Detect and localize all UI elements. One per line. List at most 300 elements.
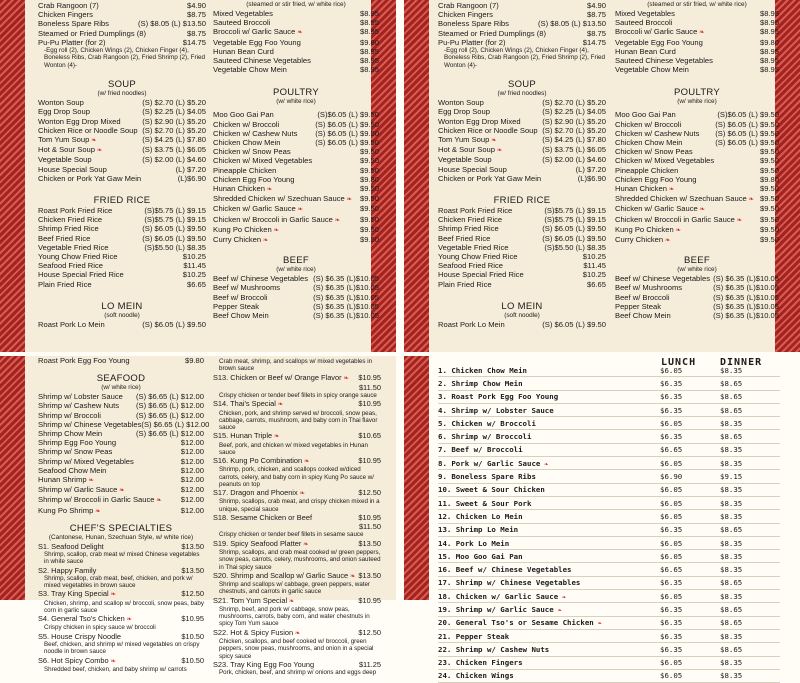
item-price: $9.80 xyxy=(184,356,204,365)
item-name xyxy=(38,10,93,19)
item-name-text: S16. Kung Po Combination xyxy=(213,456,303,466)
seafood-title: SEAFOOD xyxy=(96,373,146,385)
combo-name-text: 23. Chicken Fingers xyxy=(438,658,523,668)
menu-item xyxy=(38,261,206,270)
item-name xyxy=(438,107,490,116)
item-name xyxy=(438,126,538,135)
table-row xyxy=(438,430,780,443)
item-price: (S) $6.05 (L) $9.50 xyxy=(715,138,779,148)
item-price: $9.50 xyxy=(759,165,779,175)
specialties-list xyxy=(213,373,381,677)
item-name-text: Shredded Chicken w/ Szechuan Sauce xyxy=(615,194,747,204)
item-name-text: Boneless Spare Ribs xyxy=(438,19,509,29)
decorative-stripe-left xyxy=(404,0,429,352)
menu-item xyxy=(438,145,606,155)
item-price: (S) $2.70 (L) $5.20 xyxy=(542,125,606,135)
menu-item xyxy=(38,614,204,624)
dinner-price: $8.65 xyxy=(720,405,743,415)
menu-item xyxy=(615,311,779,320)
item-description: Shrimp and scallops w/ cabbage, green peppers, water chestnuts, and carrots in garlic sauce xyxy=(219,581,370,596)
item-name-text: Roast Pork Fried Rice xyxy=(38,206,113,216)
item-name-text: Young Chow Fried Rice xyxy=(38,252,118,262)
item-name-text: Beef Fried Rice xyxy=(38,233,91,243)
soup-title: SOUP xyxy=(107,79,137,91)
item-name xyxy=(38,117,121,126)
soup-list xyxy=(438,98,606,183)
item-name xyxy=(615,215,742,225)
menu-item xyxy=(38,356,204,365)
item-name-text: Chicken or Pork Yat Gaw Mein xyxy=(438,173,542,183)
menu-item xyxy=(213,18,379,27)
item-name-text: Chicken w/ Broccoli in Garlic Sauce xyxy=(213,214,333,224)
beef-list xyxy=(213,274,379,320)
dinner-price: $8.65 xyxy=(720,392,743,402)
chili-pepper-icon: ❧ xyxy=(154,497,162,505)
decorative-stripe-left xyxy=(0,0,25,352)
menu-item xyxy=(38,506,204,516)
item-name-text: Crab Rangoon (7) xyxy=(38,1,99,10)
menu-item xyxy=(213,120,379,129)
item-price: (S) $6.05 (L) $9.50 xyxy=(715,128,779,138)
item-name-text: Curry Chicken xyxy=(615,235,664,245)
item-name-text: Wonton Egg Drop Mixed xyxy=(38,116,121,126)
beef-subtitle: (w/ white rice) xyxy=(677,266,717,274)
menu-item xyxy=(615,110,779,119)
item-price: $8.95 xyxy=(759,56,779,66)
item-name xyxy=(438,29,546,38)
menu-item xyxy=(615,138,779,147)
chili-pepper-icon: ❧ xyxy=(332,216,341,224)
item-price: (S) $6.35 (L)$10.05 xyxy=(713,292,779,302)
item-name-text: Beef w/ Broccoli xyxy=(615,292,670,302)
item-name xyxy=(213,110,274,119)
item-name-text: House Special Fried Rice xyxy=(38,270,124,280)
menu-item xyxy=(213,215,379,225)
combo-name xyxy=(438,671,660,680)
item-price: $8.95 xyxy=(359,56,379,66)
item-name xyxy=(213,456,309,466)
item-price: (S) $6.65 (L) $12.00 xyxy=(136,401,204,411)
item-price: $8.75 xyxy=(586,10,606,20)
item-price: $9.80 xyxy=(359,174,379,184)
combo-name-text: 16. Beef w/ Chinese Vegetables xyxy=(438,565,572,575)
item-price: $12.00 xyxy=(180,505,204,515)
dinner-price: $8.35 xyxy=(720,365,743,375)
item-price: $10.65 xyxy=(358,431,381,441)
item-name xyxy=(213,47,274,56)
item-name xyxy=(615,274,710,283)
item-name xyxy=(213,166,276,175)
lunch-price: $6.90 xyxy=(660,472,683,482)
item-name-text: Shrimp w/ Mixed Vegetables xyxy=(38,456,134,466)
item-name-text: Wonton Soup xyxy=(38,98,84,108)
decorative-stripe-left xyxy=(404,356,429,600)
menu-item xyxy=(38,215,206,224)
menu-item xyxy=(38,155,206,164)
item-description: Beef, chicken, and shrimp w/ mixed vegetables on crispy noodle in brown sauce xyxy=(44,640,200,656)
item-name-text: Chicken Rice or Noodle Soup xyxy=(438,125,538,135)
item-price: $11.45 xyxy=(583,261,606,271)
chili-pepper-icon: ❧ xyxy=(558,592,566,601)
item-price: (S) $6.65 (L) $12.00 xyxy=(136,410,204,420)
item-name xyxy=(615,175,696,184)
item-price: $12.00 xyxy=(180,438,204,448)
fried-rice-title: FRIED RICE xyxy=(93,195,151,207)
item-price: (S) $6.35 (L)$10.05 xyxy=(313,274,379,284)
item-price: (S) $6.05 (L) $9.50 xyxy=(315,138,379,148)
item-name xyxy=(38,270,124,279)
item-name-text: Chicken w/ Garlic Sauce xyxy=(213,204,296,214)
item-name xyxy=(615,110,676,119)
menu-item xyxy=(438,234,606,243)
table-row xyxy=(438,444,780,457)
item-name-text: Shrimp w/ Cashew Nuts xyxy=(38,401,120,411)
item-price: (S) $6.05 (L) $9.50 xyxy=(542,233,606,243)
item-price: $9.50 xyxy=(759,184,779,194)
menu-item xyxy=(38,1,206,10)
dinner-price: $8.35 xyxy=(720,485,743,495)
item-name xyxy=(615,47,676,56)
chili-pepper-icon: ❧ xyxy=(673,226,681,234)
item-name-text: Pu-Pu Platter (for 2) xyxy=(438,37,506,47)
item-price: (S) $6.35 (L)$10.05 xyxy=(313,311,379,321)
item-name xyxy=(38,224,99,233)
item-name-text: S22. Hot & Spicy Fusion xyxy=(213,627,294,637)
menu-item xyxy=(615,204,779,214)
item-name xyxy=(213,129,297,138)
item-name xyxy=(213,283,280,292)
item-name xyxy=(38,243,109,252)
dinner-price: $8.65 xyxy=(720,618,743,628)
item-name xyxy=(438,280,492,289)
item-price: (S) $2.70 (L) $5.20 xyxy=(142,125,206,135)
item-name-text: S19. Spicy Seafood Platter xyxy=(213,538,302,548)
item-name-text: Chicken Fingers xyxy=(438,10,493,20)
menu-item xyxy=(38,126,206,135)
item-name xyxy=(213,539,309,549)
item-name xyxy=(38,98,84,107)
item-name xyxy=(615,9,675,18)
poultry-title: POULTRY xyxy=(673,87,721,99)
item-name xyxy=(438,135,497,145)
item-price: $9.50 xyxy=(359,214,379,224)
item-name-text: Chicken w/ Snow Peas xyxy=(615,147,693,157)
menu-item xyxy=(615,184,779,194)
item-name-text: Kung Po Chicken xyxy=(213,224,272,234)
dinner-price: $8.35 xyxy=(720,631,743,641)
item-price: (S) $2.00 (L) $4.60 xyxy=(142,155,206,165)
item-name-text: Moo Goo Gai Pan xyxy=(213,110,274,120)
fried-rice-list xyxy=(38,206,206,289)
lunch-price: $6.35 xyxy=(660,405,683,415)
combo-name xyxy=(438,539,660,548)
dinner-price: $8.65 xyxy=(720,525,743,535)
item-description: Shrimp, scallops, crab meat, and crispy chicken mixed in a unique, special sauce xyxy=(219,498,380,513)
menu-item xyxy=(213,311,379,320)
combo-name-text: 18. Chicken w/ Garlic Sauce xyxy=(438,591,559,601)
menu-item xyxy=(213,175,379,184)
item-name-text: S18. Sesame Chicken or Beef xyxy=(213,513,313,523)
combo-name xyxy=(438,552,660,561)
item-name xyxy=(615,225,681,235)
item-price: $11.50 xyxy=(358,522,381,532)
combo-name xyxy=(438,565,660,574)
fried-rice-title: FRIED RICE xyxy=(493,195,551,207)
menu-item xyxy=(438,270,606,279)
item-name-text: Wonton Egg Drop Mixed xyxy=(438,116,521,126)
table-row xyxy=(438,657,780,670)
item-price: $14.75 xyxy=(582,37,606,47)
item-name xyxy=(438,98,484,107)
table-row xyxy=(438,563,780,576)
item-price: $12.50 xyxy=(358,488,381,498)
menu-item xyxy=(213,660,381,669)
item-name-text: Young Chow Fried Rice xyxy=(438,252,518,262)
table-row xyxy=(438,470,780,483)
item-price: $12.00 xyxy=(180,447,204,457)
item-name xyxy=(38,206,112,215)
menu-panel-top-right xyxy=(404,0,800,352)
menu-item xyxy=(213,488,381,498)
item-name: Roast Pork Lo Mein xyxy=(438,319,505,329)
item-name-text: Broccoli w/ Garlic Sauce xyxy=(213,27,296,37)
item-price: (S)$5.75 (L) $9.15 xyxy=(544,215,606,225)
table-row xyxy=(438,550,780,563)
item-name xyxy=(438,270,524,279)
dinner-price: $8.35 xyxy=(720,498,743,508)
item-name xyxy=(213,27,303,37)
item-name xyxy=(615,56,713,65)
chefs-specialties-list xyxy=(38,542,204,673)
table-row xyxy=(438,417,780,430)
item-price: $6.65 xyxy=(586,279,606,289)
item-price: (S) $6.35 (L)$10.05 xyxy=(713,274,779,284)
item-price: $13.50 xyxy=(358,570,381,580)
lunch-column-header: LUNCH xyxy=(661,357,697,368)
item-name-text: Beef Fried Rice xyxy=(438,233,491,243)
item-name-text: Chicken Fingers xyxy=(38,10,93,20)
item-name-text: Vegetable Egg Foo Young xyxy=(615,37,703,47)
item-description: Chicken, shrimp, and scallop w/ broccoli, snow peas, baby corn in garlic sauce xyxy=(44,599,204,614)
item-price: $8.95 xyxy=(759,27,779,37)
combo-name xyxy=(438,512,660,521)
item-name-text: S2. Happy Family xyxy=(38,565,97,575)
lunch-price: $6.05 xyxy=(660,538,683,548)
item-name xyxy=(438,19,509,28)
item-name xyxy=(615,27,705,37)
item-name-text: Sauteed Chinese Vegetables xyxy=(615,56,713,66)
menu-item xyxy=(615,283,779,292)
menu-item xyxy=(438,206,606,215)
item-name xyxy=(213,156,312,165)
item-price: $10.95 xyxy=(358,372,381,382)
menu-item xyxy=(38,542,204,551)
item-name xyxy=(38,29,146,38)
item-price: $10.25 xyxy=(582,270,606,280)
table-row xyxy=(438,537,780,550)
menu-column-right xyxy=(615,1,779,320)
menu-item xyxy=(213,513,381,522)
combo-name-text: 1. Chicken Chow Mein xyxy=(438,365,527,375)
chili-pepper-icon: ❧ xyxy=(124,616,132,624)
item-name-text: Chicken w/ Garlic Sauce xyxy=(615,204,698,214)
item-name-text: Beef w/ Mushrooms xyxy=(615,283,683,293)
menu-item xyxy=(615,47,779,56)
lunch-price: $6.05 xyxy=(660,658,683,668)
menu-item xyxy=(213,283,379,292)
item-price: $4.90 xyxy=(586,1,606,10)
combo-name-text: 5. Chicken w/ Broccoli xyxy=(438,418,536,428)
item-name xyxy=(38,495,162,505)
chili-pepper-icon: ❧ xyxy=(261,237,269,245)
item-price: (S) $2.70 (L) $5.20 xyxy=(142,98,206,108)
menu-item xyxy=(615,129,779,138)
chili-pepper-icon: ❧ xyxy=(697,29,705,37)
item-name xyxy=(438,174,541,183)
item-name xyxy=(38,392,123,401)
item-price: (S) $6.05 (L) $9.50 xyxy=(142,319,206,329)
item-price: (S) $2.90 (L) $5.20 xyxy=(142,116,206,126)
menu-item xyxy=(38,98,206,107)
item-name-text: Shrimp w/ Lobster Sauce xyxy=(38,392,123,402)
combo-name-text: 24. Chicken Wings xyxy=(438,671,514,681)
item-price: $12.00 xyxy=(180,485,204,495)
item-name-text: Vegetable Soup xyxy=(38,155,92,165)
menu-item xyxy=(615,302,779,311)
item-name xyxy=(38,411,101,420)
table-row xyxy=(438,590,780,603)
chili-pepper-icon: ❧ xyxy=(89,137,97,145)
item-name-text: Steamed or Fried Dumplings (8) xyxy=(438,28,547,38)
item-name xyxy=(438,261,503,270)
menu-item xyxy=(615,65,779,74)
chili-pepper-icon: ❧ xyxy=(287,597,295,605)
combo-name xyxy=(438,445,660,454)
menu-item xyxy=(615,56,779,65)
combo-name xyxy=(438,485,660,494)
combo-name xyxy=(438,618,660,627)
item-price: (L) $7.20 xyxy=(175,164,206,174)
item-name xyxy=(213,571,355,581)
item-price: $13.50 xyxy=(181,565,204,575)
item-price: $9.50 xyxy=(359,194,379,204)
soup-subtitle: (w/ fried noodles) xyxy=(97,90,147,98)
menu-item xyxy=(615,235,779,245)
menu-item xyxy=(438,320,606,329)
chili-pepper-icon: ❧ xyxy=(275,401,284,409)
dinner-price: $8.65 xyxy=(720,644,743,654)
menu-item xyxy=(438,19,606,28)
dinner-price: $8.65 xyxy=(720,378,743,388)
item-name xyxy=(213,194,352,204)
item-price: $10.95 xyxy=(358,513,381,523)
item-price: (S) $6.05 (L) $9.50 xyxy=(142,233,206,243)
menu-item xyxy=(615,274,779,283)
menu-item xyxy=(438,165,606,174)
item-name xyxy=(438,38,506,47)
item-price: $12.50 xyxy=(358,627,381,637)
chili-pepper-icon: ❧ xyxy=(295,29,303,37)
item-name-text: Beef Chow Mein xyxy=(615,311,671,321)
item-name-text: Sauteed Chinese Vegetables xyxy=(213,56,311,66)
combo-name-text: 11. Sweet & Sour Pork xyxy=(438,498,532,508)
item-name xyxy=(615,120,681,129)
menu-item xyxy=(38,438,204,447)
menu-item xyxy=(438,98,606,107)
beef-list xyxy=(615,274,779,320)
item-name-text: Beef w/ Chinese Vegetables xyxy=(615,274,710,284)
lunch-price: $6.05 xyxy=(660,551,683,561)
pupu-note: -Egg roll (2), Chicken Wings (2), Chicken Finger (4), Boneless Ribs, Crab Rangoon (2), Fried Shrimp (2), Fried Wonton (4)- xyxy=(444,47,605,69)
item-price: $8.95 xyxy=(359,65,379,75)
item-price: $12.00 xyxy=(180,456,204,466)
chili-pepper-icon: ❧ xyxy=(495,147,503,155)
item-name xyxy=(38,447,112,456)
table-row xyxy=(438,670,780,683)
item-price: $9.50 xyxy=(759,194,779,204)
item-name xyxy=(213,65,287,74)
item-name-text: Chicken w/ Mixed Vegetables xyxy=(213,156,313,166)
lunch-price: $6.35 xyxy=(660,432,683,442)
decorative-stripe-left xyxy=(0,356,25,600)
menu-item xyxy=(213,184,379,194)
item-price: $9.50 xyxy=(359,156,379,166)
item-name-text: Roast Pork Fried Rice xyxy=(438,206,513,216)
table-row xyxy=(438,630,780,643)
chili-pepper-icon: ❧ xyxy=(95,147,103,155)
combo-name xyxy=(438,605,660,614)
item-price: $4.90 xyxy=(186,1,206,10)
item-price: (S) $6.35 (L)$10.05 xyxy=(713,283,779,293)
menu-item xyxy=(38,632,204,641)
item-name-text: Hot & Sour Soup xyxy=(438,145,495,155)
menu-column-left xyxy=(38,1,206,329)
item-name xyxy=(615,194,754,204)
item-description: Crab meat, shrimp, and scallops w/ mixed vegetables in brown sauce xyxy=(219,358,373,373)
chili-pepper-icon: ❧ xyxy=(297,490,305,498)
lunch-price: $6.35 xyxy=(660,378,683,388)
beef-subtitle: (w/ white rice) xyxy=(276,266,316,274)
item-price: (S) $6.35 (L)$10.05 xyxy=(313,283,379,293)
item-name-text: Chicken Fried Rice xyxy=(438,215,503,225)
menu-item xyxy=(438,174,606,183)
item-name: Roast Pork Egg Foo Young xyxy=(38,356,130,365)
menu-item xyxy=(213,129,379,138)
item-name-text: Seafood Chow Mein xyxy=(38,465,107,475)
item-price: $9.80 xyxy=(759,37,779,47)
menu-item xyxy=(213,204,379,214)
item-name: Roast Pork Lo Mein xyxy=(38,319,105,329)
chili-pepper-icon: ❧ xyxy=(117,487,125,495)
lunch-price: $6.65 xyxy=(660,445,683,455)
dinner-price: $8.35 xyxy=(720,458,743,468)
item-name-text: Egg Drop Soup xyxy=(38,107,90,117)
menu-item xyxy=(213,373,381,383)
item-price: $10.50 xyxy=(181,631,204,641)
menu-item xyxy=(438,261,606,270)
item-price: $8.75 xyxy=(186,10,206,20)
beef-title: BEEF xyxy=(282,255,309,267)
combo-name xyxy=(438,459,660,468)
item-name xyxy=(38,566,96,575)
menu-item xyxy=(38,466,204,475)
chili-pepper-icon: ❧ xyxy=(746,196,754,204)
menu-item xyxy=(38,107,206,116)
menu-item xyxy=(438,10,606,19)
combo-name-text: 13. Shrimp Lo Mein xyxy=(438,525,519,535)
item-name xyxy=(438,243,509,252)
item-name xyxy=(615,311,671,320)
